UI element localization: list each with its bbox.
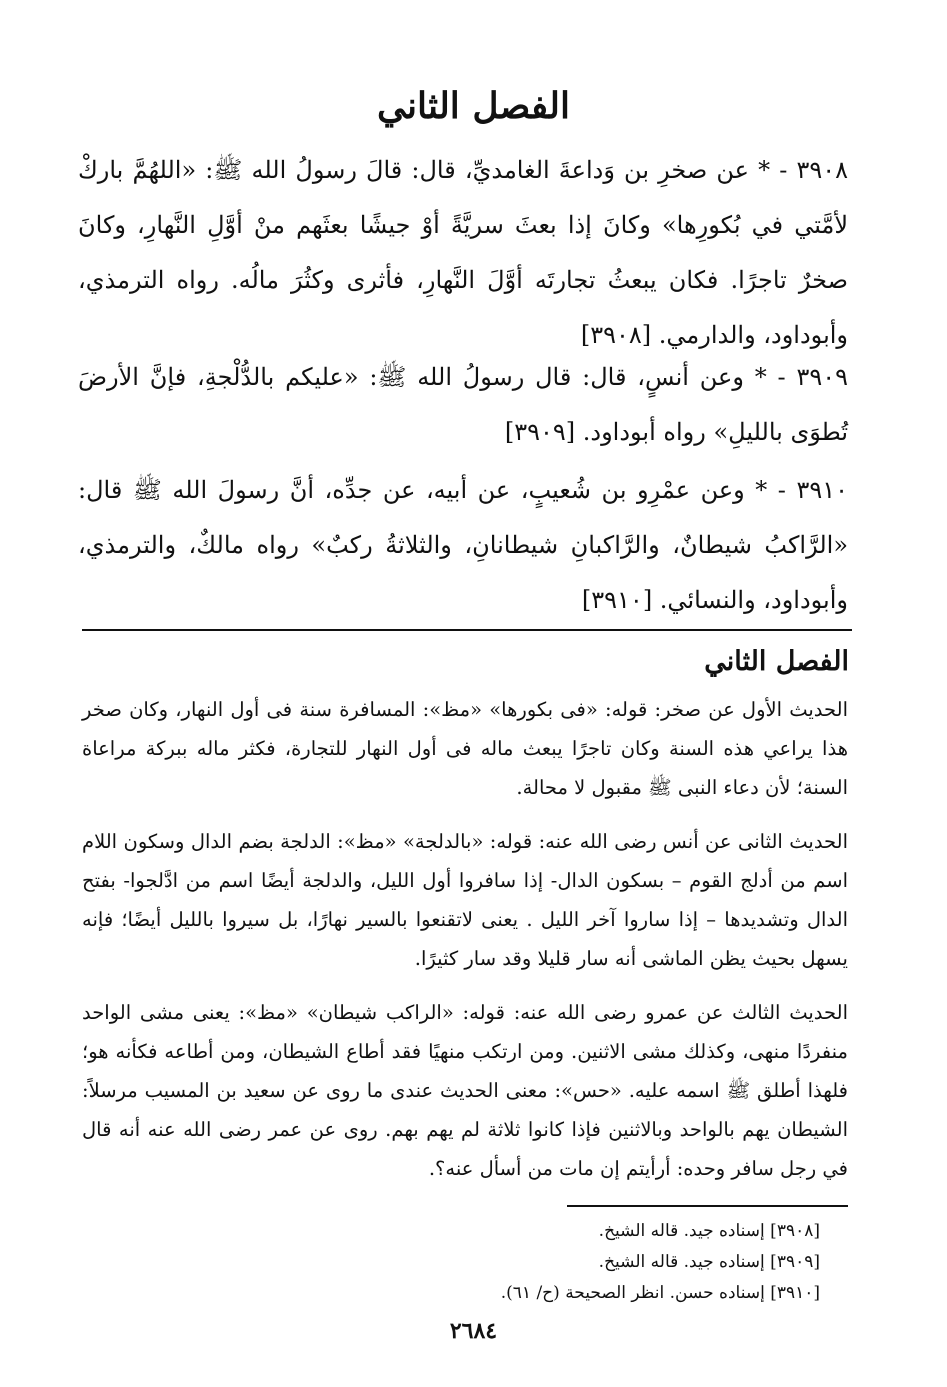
hadith-3908: ٣٩٠٨ - * عن صخرِ بن وَداعةَ الغامديِّ، قال: قالَ رسولُ الله ﷺ: «اللهُمَّ باركْ لأمَّتي في بُكورِها» وكانَ إذا بعثَ سريَّةً أوْ جيشًا بعثَهم منْ أوَّلِ النَّهارِ، وكانَ صخرٌ تاجرًا. فكان يبعثُ تجارتَه أوَّلَ النَّهارِ، فأثرى وكثُرَ مالُه. رواه الترمذي، وأبوداود، والدارمي. [٣٩٠٨] — [78, 156, 849, 349]
footnote-3908: [٣٩٠٨] إسناده جيد. قاله الشيخ. — [598, 1221, 820, 1241]
chapter-title: الفصل الثاني — [376, 85, 571, 127]
footnotes — [400, 1216, 820, 1309]
section-divider — [82, 629, 852, 631]
commentary-title: الفصل الثاني — [704, 646, 849, 677]
commentary-hadith-1: الحديث الأول عن صخر: قوله: «فى بكورها» «مظ»: المسافرة سنة فى أول النهار، وكان صخر هذا يراعي هذه السنة وكان تاجرًا يبعث ماله فى أول النهار للتجارة، فكثر ماله ببركة مراعاة السنة؛ لأن دعاء النبى ﷺ مقبول لا محالة. — [82, 698, 848, 799]
page-number: ٢٦٨٤ — [449, 1318, 498, 1344]
footnote-3910: [٣٩١٠] إسناده حسن. انظر الصحيحة (ح/ ٦١). — [500, 1283, 820, 1303]
footnote-divider — [567, 1205, 848, 1207]
commentary-hadith-2: الحديث الثانى عن أنس رضى الله عنه: قوله: «بالدلجة» «مظ»: الدلجة بضم الدال وسكون اللام اسم من أدلج القوم – بسكون الدال- إذا سافروا أول الليل، والدلجة أيضًا اسم من ادَّلجوا- بفتح الدال وتشديدها – إذا ساروا آخر الليل . يعنى لاتقنعوا بالسير نهارًا، بل سيروا بالليل أيضًا؛ فإنه يسهل بحيث يظن الماشى أنه سار قليلا وقد سار كثيرًا. — [82, 830, 848, 970]
footnote-3909: [٣٩٠٩] إسناده جيد. قاله الشيخ. — [598, 1252, 820, 1272]
hadith-3910: ٣٩١٠ - * وعن عمْرِو بن شُعيبٍ، عن أبيه، عن جدِّه، أنَّ رسولَ الله ﷺ قال: «الرَّاكبُ شيطانٌ، والرَّاكبانِ شيطانانِ، والثلاثةُ ركبٌ» رواه مالكٌ، والترمذي، وأبوداود، والنسائي. [٣٩١٠] — [78, 476, 848, 614]
commentary-hadith-3: الحديث الثالث عن عمرو رضى الله عنه: قوله: «الراكب شيطان» «مظ»: يعنى مشى الواحد منفردًا منهى، وكذلك مشى الاثنين. ومن ارتكب منهيًا فقد أطاع الشيطان، ومن أطاعه فكأنه هو؛ فلهذا أطلق ﷺ اسمه عليه. «حس»: معنى الحديث عندى ما روى عن سعيد بن المسيب مرسلاً: الشيطان يهم بالواحد وبالاثنين فإذا كانوا ثلاثة لم يهم بهم. روى عن عمر رضى الله عنه أنه قال في رجل سافر وحده: أرأيتم إن مات من أسأل عنه؟. — [82, 1001, 848, 1180]
hadith-3909: ٣٩٠٩ - * وعن أنسٍ، قال: قال رسولُ الله ﷺ: «عليكم بالدُّلْجةِ، فإنَّ الأرضَ تُطوَى بالليلِ» رواه أبوداود. [٣٩٠٩] — [78, 363, 848, 446]
